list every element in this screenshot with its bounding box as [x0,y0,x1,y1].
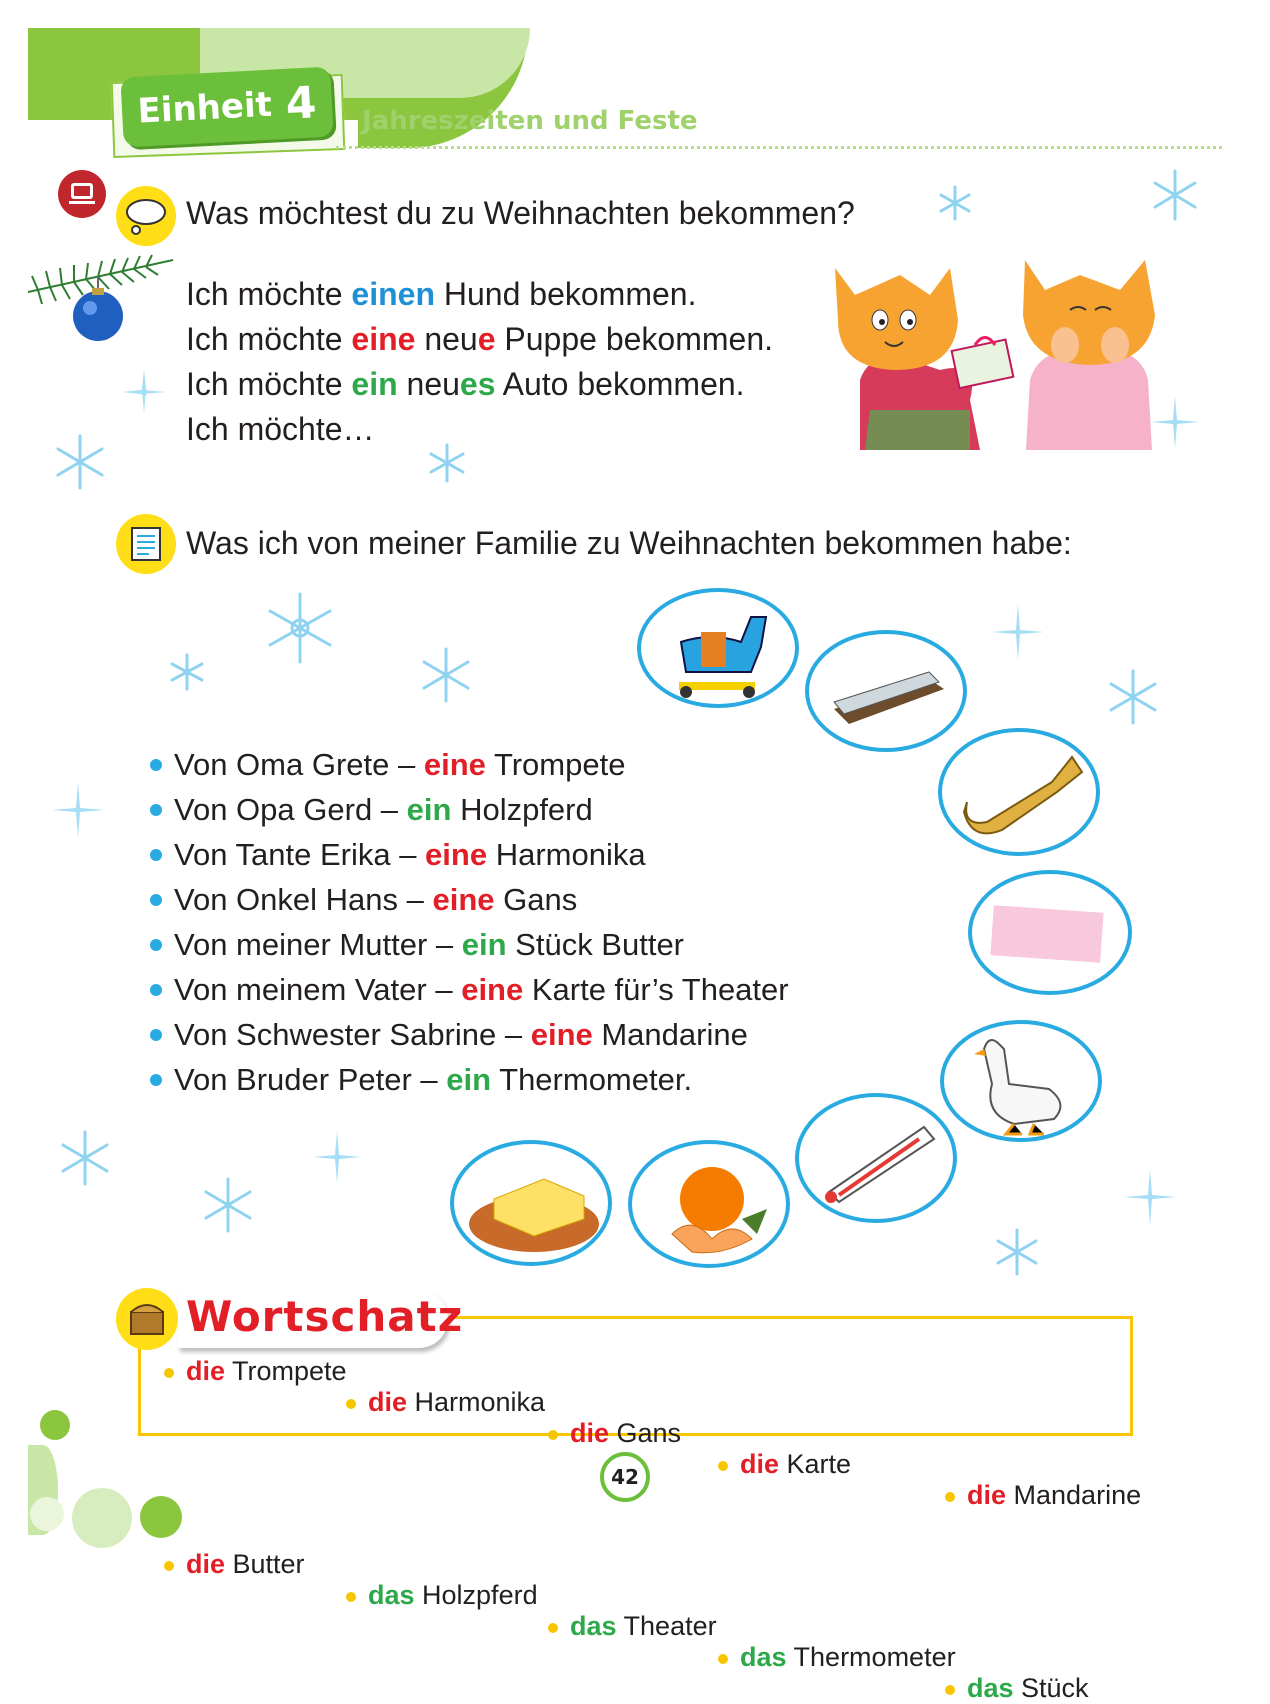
snowflake-icon [941,187,969,219]
decor-dot [72,1488,132,1548]
unit-number: 4 [284,76,318,130]
snowflake-icon [998,1230,1036,1274]
list-item: Von Opa Gerd – ein Holzpferd [150,787,789,832]
vocabulary-list [164,1356,1142,1703]
unit-label: Einheit [136,84,273,132]
vocab-item: das Theater [548,1611,1270,1642]
sentence-line: Ich möchte… [186,411,375,447]
list-item: Von Bruder Peter – ein Thermometer. [150,1057,789,1102]
question-text: Was möchtest du zu Weihnachten bekommen? [186,195,855,231]
decor-dot [140,1496,182,1538]
vocab-item: die Trompete [164,1356,1124,1387]
goose-image [940,1020,1102,1142]
list-item: Von meinem Vater – eine Karte für’s Theater [150,967,789,1012]
snowflake-icon [424,649,468,701]
example-sentences [186,272,773,452]
vocab-item: die Butter [164,1549,1124,1580]
vocab-item: das Thermometer [718,1642,1270,1673]
sentence-line: Ich möchte einen Hund bekommen. [186,276,697,312]
theater-ticket-image [968,870,1132,995]
butter-image [450,1140,612,1266]
speech-bubble-icon [116,186,176,246]
christmas-branch-ornament [28,252,178,347]
trumpet-image [938,728,1100,856]
family-question-text: Was ich von meiner Familie zu Weihnachten bekommen habe: [186,525,1072,561]
vocab-item: die Mandarine [945,1480,1270,1511]
vocabulary-title: Wortschatz [186,1292,464,1341]
list-item: Von Onkel Hans – eine Gans [150,877,789,922]
vocab-item: das Holzpferd [346,1580,1270,1611]
list-item: Von Tante Erika – eine Harmonika [150,832,789,877]
gift-list [150,742,789,1102]
vocab-item: die Harmonika [346,1387,1270,1418]
notebook-icon [116,514,176,574]
list-item: Von Schwester Sabrine – eine Mandarine [150,1012,789,1057]
snowflake-icon [1111,671,1155,723]
snowflake-icon [206,1179,250,1231]
snowflake-icon [63,1132,107,1184]
treasure-chest-icon [116,1288,178,1350]
snowflake-icon [270,594,330,662]
rocking-horse-image [637,588,799,708]
unit-subtitle: Jahreszeiten und Feste [362,106,698,136]
vocab-item: das Stück [945,1673,1270,1704]
page-number: 42 [600,1452,650,1502]
mandarin-image [628,1140,790,1268]
thermometer-image [795,1093,957,1223]
vocab-item: die Karte [718,1449,1270,1480]
cats-illustration [830,250,1170,455]
snowflake-icon [1155,171,1195,219]
sentence-line: Ich möchte ein neues Auto bekommen. [186,366,745,402]
sentence-line: Ich möchte eine neue Puppe bekommen. [186,321,774,357]
computer-icon [58,170,106,218]
list-item: Von Oma Grete – eine Trompete [150,742,789,787]
decor-dot [40,1410,70,1440]
list-item: Von meiner Mutter – ein Stück Butter [150,922,789,967]
vocab-item: die Gans [548,1418,1270,1449]
decor-dot [30,1497,64,1531]
snowflake-icon [58,436,102,488]
snowflake-icon [172,655,202,689]
